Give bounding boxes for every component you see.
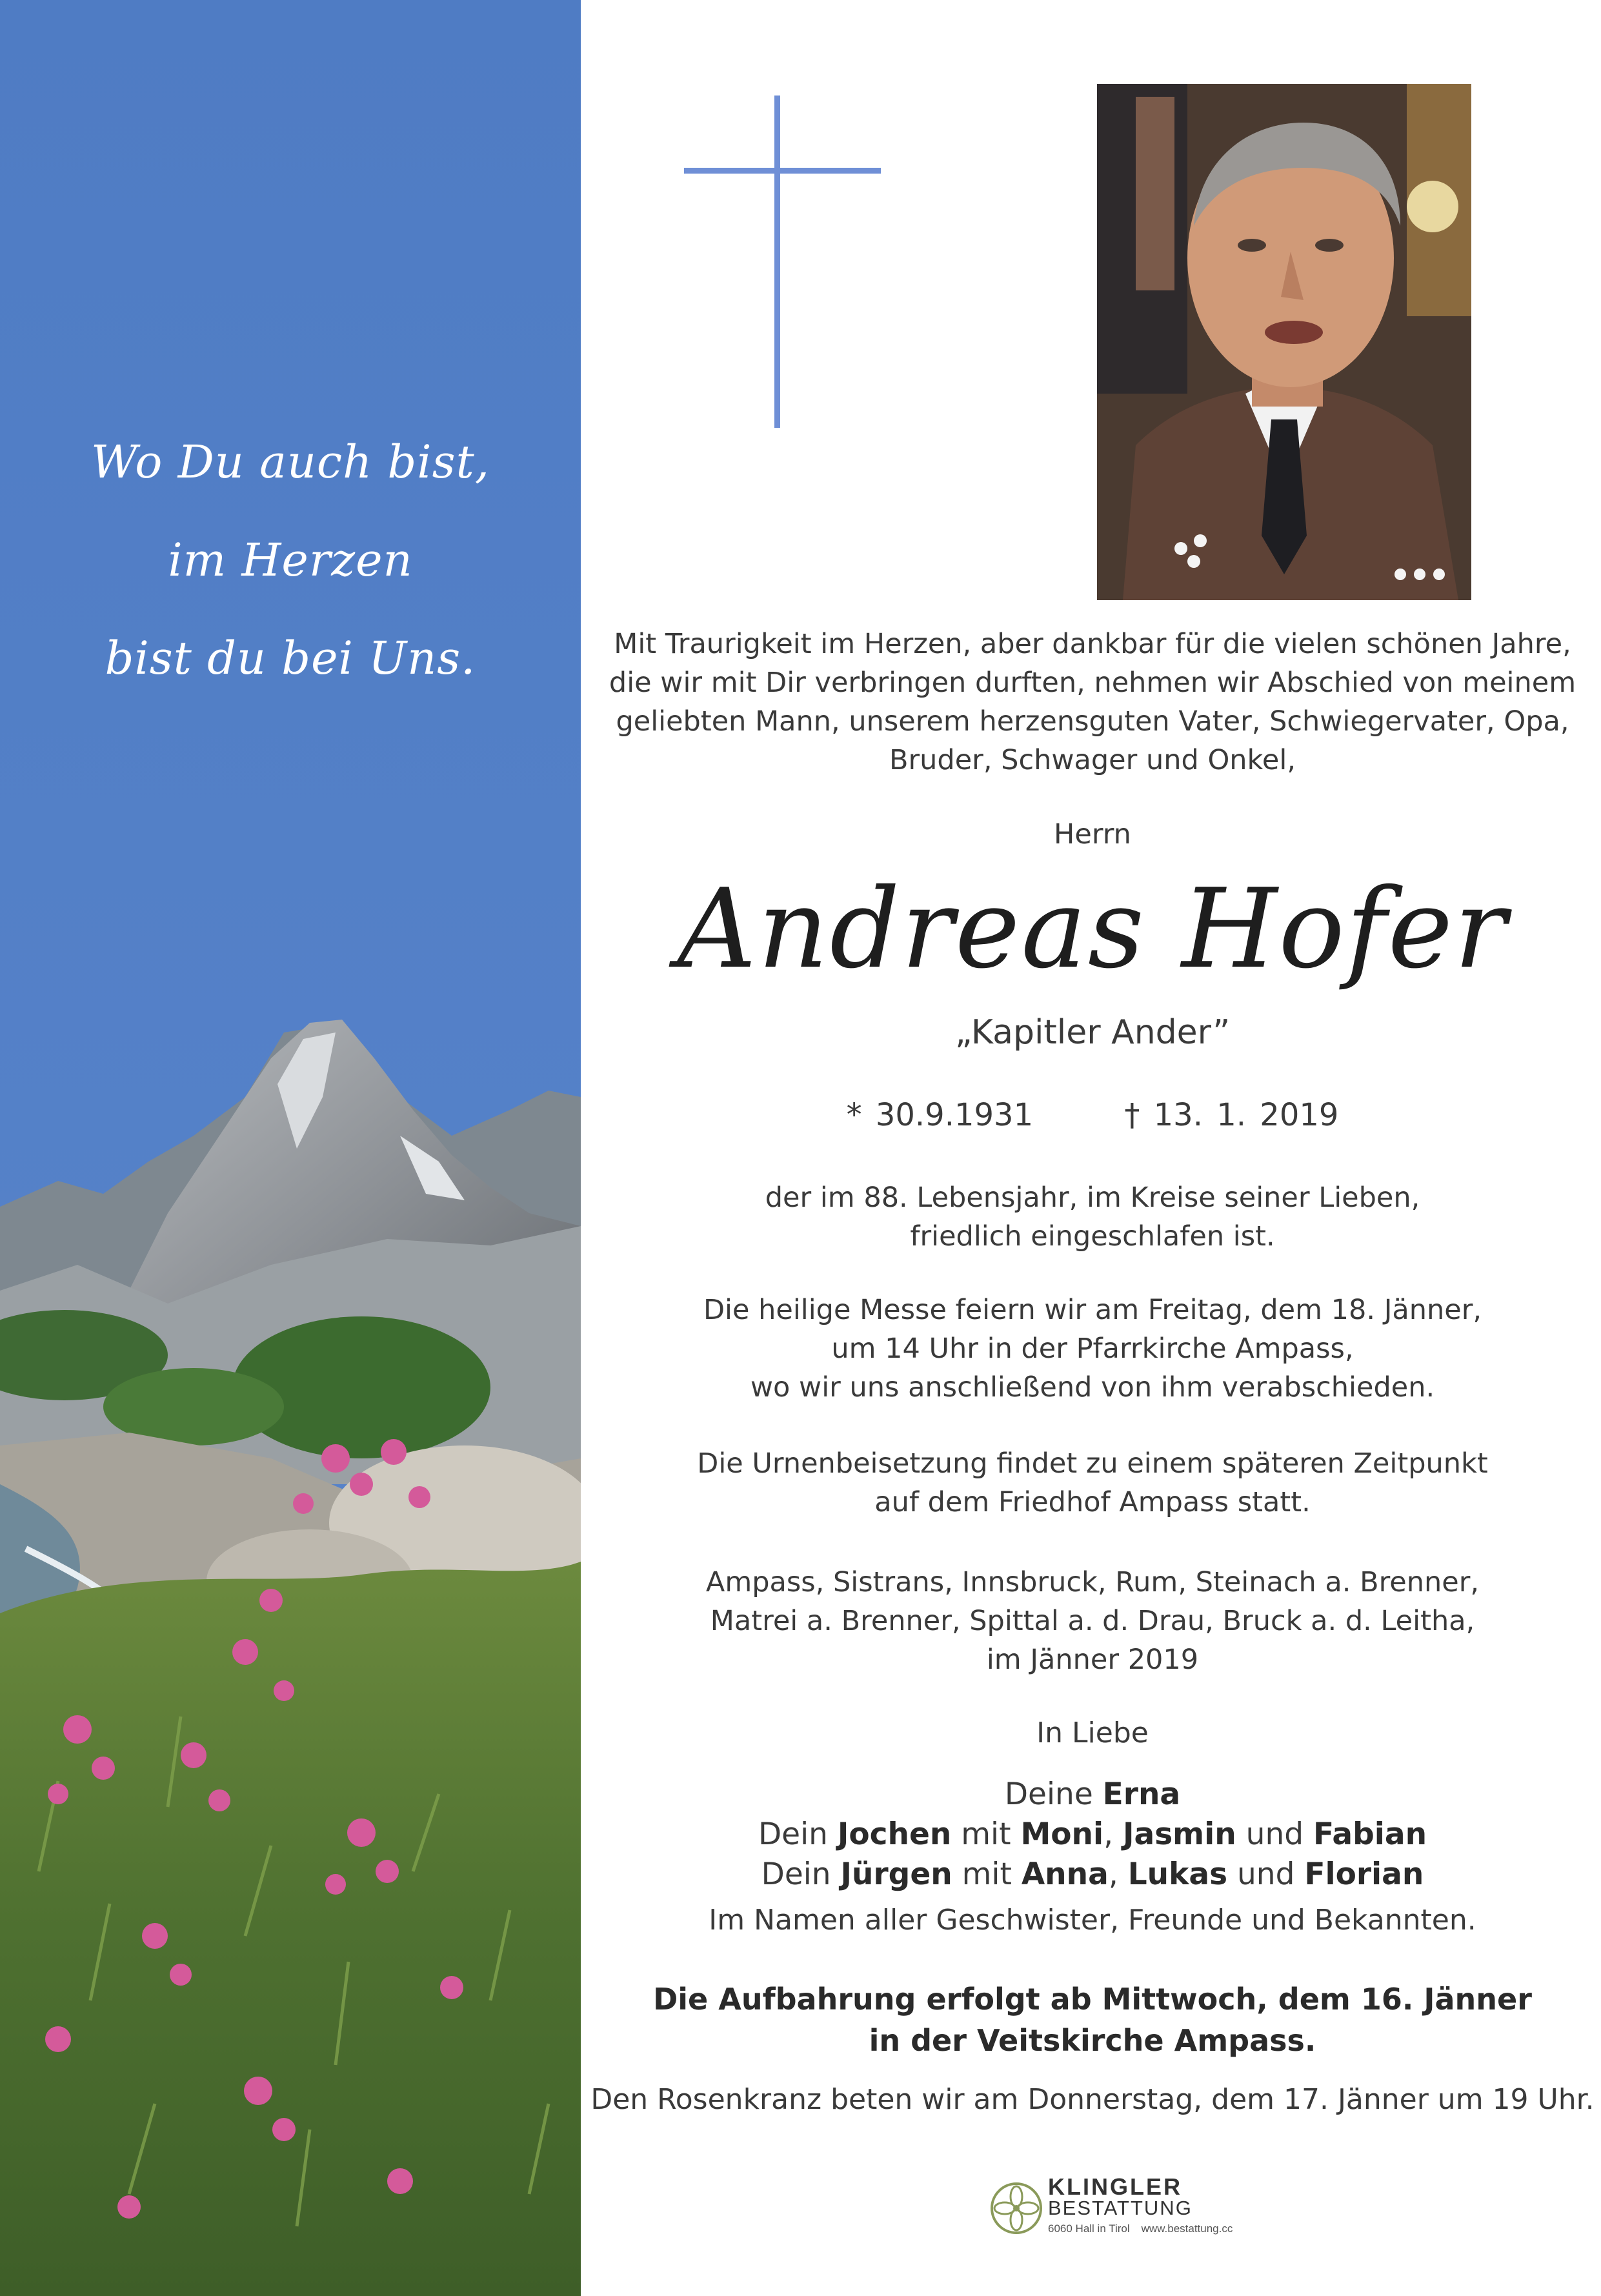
intro-line: Mit Traurigkeit im Herzen, aber dankbar für die vielen schönen Jahre, [614,628,1571,660]
intro-text [584,625,1601,780]
closing-text: In Liebe [1036,1717,1149,1749]
salutation: Herrn [1054,818,1131,851]
family-word: , [1103,1817,1123,1852]
intro-line: geliebten Mann, unserem herzensguten Vater, Schwiegervater, Opa, [616,705,1569,738]
intro-line: Bruder, Schwager und Onkel, [889,744,1296,776]
rosary-text: Den Rosenkranz beten wir am Donnerstag, dem 17. Jänner um 19 Uhr. [590,2083,1595,2116]
places-line: Ampass, Sistrans, Innsbruck, Rum, Steinach a. Brenner, [705,1566,1480,1598]
funeral-home-logo [989,2172,1273,2256]
family-row [584,1775,1601,1815]
logo-website: www.bestattung.cc [1141,2222,1233,2235]
quote-line: im Herzen [168,534,413,587]
urn-line: Die Urnenbeisetzung findet zu einem späteren Zeitpunkt [697,1447,1488,1480]
life-dates [584,1097,1601,1133]
family-member: Florian [1304,1857,1424,1892]
family-member: Erna [1102,1777,1181,1812]
flower-logo-icon [989,2176,1044,2241]
family-word: mit [952,1857,1022,1892]
others-text: Im Namen aller Geschwister, Freunde und Bekannten. [709,1904,1476,1937]
portrait-image [1097,84,1471,600]
wake-text [584,1979,1601,2061]
family-word: Deine [1004,1777,1103,1812]
mass-line: um 14 Uhr in der Pfarrkirche Ampass, [831,1333,1354,1365]
mass-line: Die heilige Messe feiern wir am Freitag, dem 18. Jänner, [703,1294,1482,1326]
family-member: Fabian [1313,1817,1427,1852]
places-line: im Jänner 2019 [986,1644,1199,1676]
logo-address [1048,2222,1233,2235]
family-word: Dein [758,1817,838,1852]
deceased-name: Andreas Hofer [677,865,1508,993]
urn-line: auf dem Friedhof Ampass statt. [874,1486,1311,1518]
logo-subtitle: BESTATTUNG [1048,2197,1193,2219]
birth-date: * 30.9.1931 [846,1097,1034,1133]
logo-name: KLINGLER [1048,2173,1182,2200]
family-member: Jasmin [1123,1817,1236,1852]
deceased-nickname: „Kapitler Ander” [954,1013,1231,1052]
family-row [584,1815,1601,1855]
family-word: mit [951,1817,1021,1852]
passing-text [584,1178,1601,1256]
death-date: † 13. 1. 2019 [1124,1097,1339,1133]
wake-line: in der Veitskirche Ampass. [869,2023,1316,2058]
passing-line: friedlich eingeschlafen ist. [910,1220,1275,1253]
intro-line: die wir mit Dir verbringen durften, nehmen wir Abschied von meinem [609,667,1576,699]
passing-line: der im 88. Lebensjahr, im Kreise seiner Lieben, [765,1182,1420,1214]
family-member: Anna [1021,1857,1109,1892]
family-member: Jochen [837,1817,952,1852]
portrait-photo [1097,84,1471,600]
landscape-panel [0,0,581,2296]
quote-line: bist du bei Uns. [105,632,476,685]
urn-text [584,1444,1601,1522]
places-text [584,1563,1601,1679]
family-word: , [1108,1857,1128,1892]
memorial-quote [0,413,581,707]
family-row [584,1855,1601,1895]
quote-line: Wo Du auch bist, [91,436,490,488]
family-member: Jürgen [840,1857,952,1892]
family-list [584,1775,1601,1895]
wake-line: Die Aufbahrung erfolgt ab Mittwoch, dem 16. Jänner [653,1982,1532,2017]
places-line: Matrei a. Brenner, Spittal a. d. Drau, Bruck a. d. Leitha, [710,1605,1475,1637]
mass-text [584,1291,1601,1407]
family-member: Moni [1020,1817,1104,1852]
family-word: und [1227,1857,1305,1892]
mountain-meadow-image [0,0,581,2296]
logo-address-city: 6060 Hall in Tirol [1048,2222,1130,2235]
cross-icon-bar [684,168,881,174]
family-word: und [1236,1817,1314,1852]
mass-line: wo wir uns anschließend von ihm verabschieden. [750,1371,1435,1404]
cross-icon [774,96,780,428]
family-member: Lukas [1127,1857,1228,1892]
family-word: Dein [761,1857,841,1892]
